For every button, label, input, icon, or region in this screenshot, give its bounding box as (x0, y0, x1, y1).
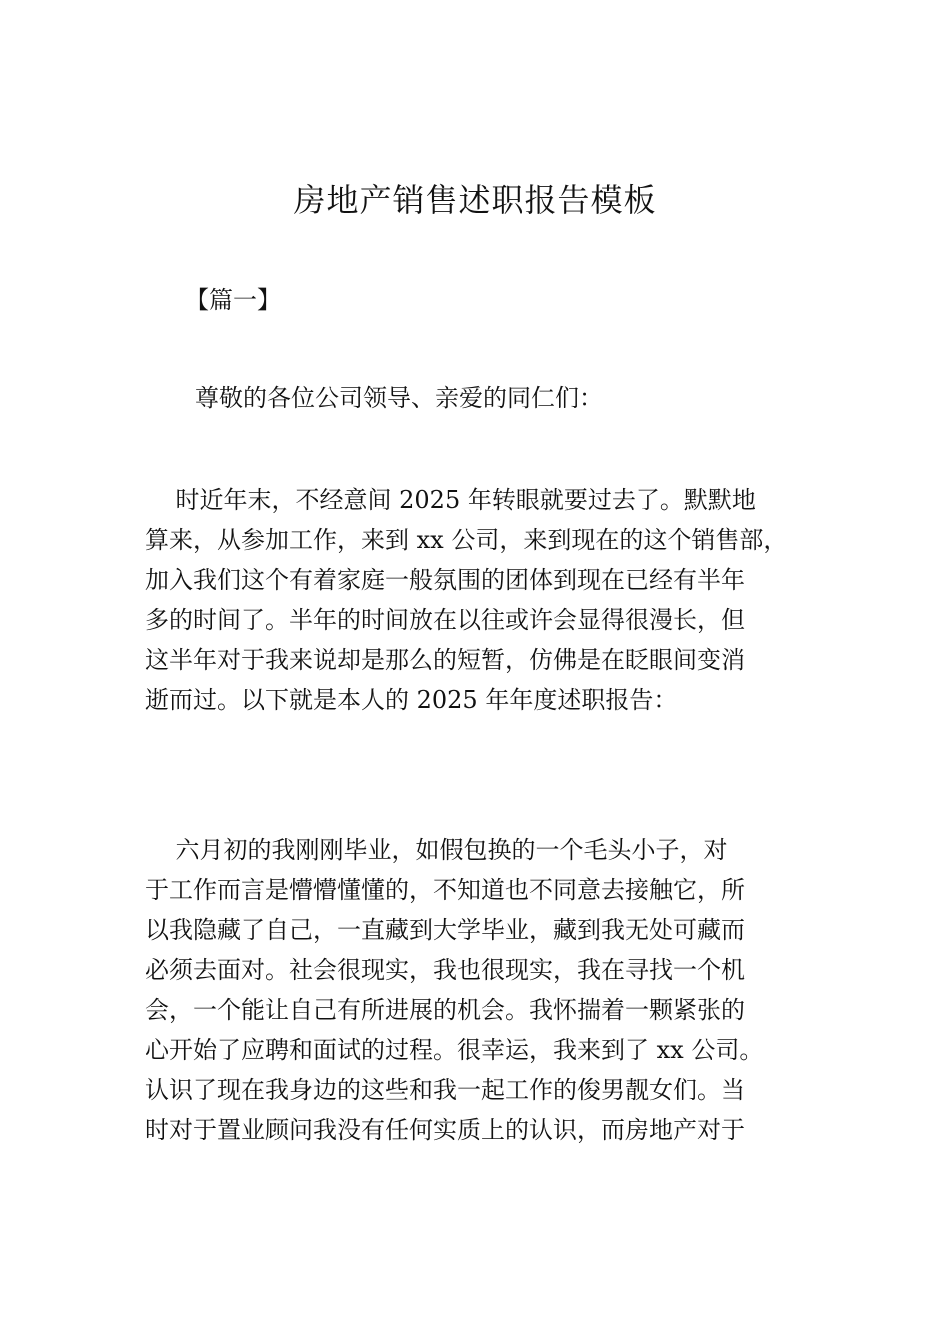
paragraph-line: 时对于置业顾问我没有任何实质上的认识，而房地产对于 (145, 1116, 745, 1144)
paragraph-2 (145, 830, 809, 1150)
greeting-line: 尊敬的各位公司领导、亲爱的同仁们： (195, 384, 603, 412)
paragraph-line: 心开始了应聘和面试的过程。很幸运，我来到了 xx 公司。 (145, 1036, 764, 1064)
paragraph-line: 认识了现在我身边的这些和我一起工作的俊男靓女们。当 (145, 1076, 745, 1104)
paragraph-line: 这半年对于我来说却是那么的短暂，仿佛是在眨眼间变消 (145, 646, 745, 674)
document-title: 房地产销售述职报告模板 (293, 181, 657, 219)
paragraph-line: 于工作而言是懵懵懂懂的，不知道也不同意去接触它，所 (145, 876, 745, 904)
paragraph-line: 加入我们这个有着家庭一般氛围的团体到现在已经有半年 (145, 566, 745, 594)
paragraph-line: 以我隐藏了自己，一直藏到大学毕业，藏到我无处可藏而 (145, 916, 745, 944)
paragraph-line: 必须去面对。社会很现实，我也很现实，我在寻找一个机 (145, 956, 745, 984)
paragraph-line: 六月初的我刚刚毕业，如假包换的一个毛头小子，对 (145, 836, 728, 864)
paragraph-line: 会，一个能让自己有所进展的机会。我怀揣着一颗紧张的 (145, 996, 745, 1024)
paragraph-line: 算来，从参加工作，来到 xx 公司，来到现在的这个销售部， (145, 526, 788, 554)
paragraph-line: 多的时间了。半年的时间放在以往或许会显得很漫长，但 (145, 606, 745, 634)
section-label: 【篇一】 (185, 286, 281, 314)
paragraph-line: 逝而过。以下就是本人的 2025 年年度述职报告： (145, 686, 678, 714)
paragraph-line: 时近年末，不经意间 2025 年转眼就要过去了。默默地 (145, 486, 756, 514)
paragraph-1 (145, 480, 809, 720)
